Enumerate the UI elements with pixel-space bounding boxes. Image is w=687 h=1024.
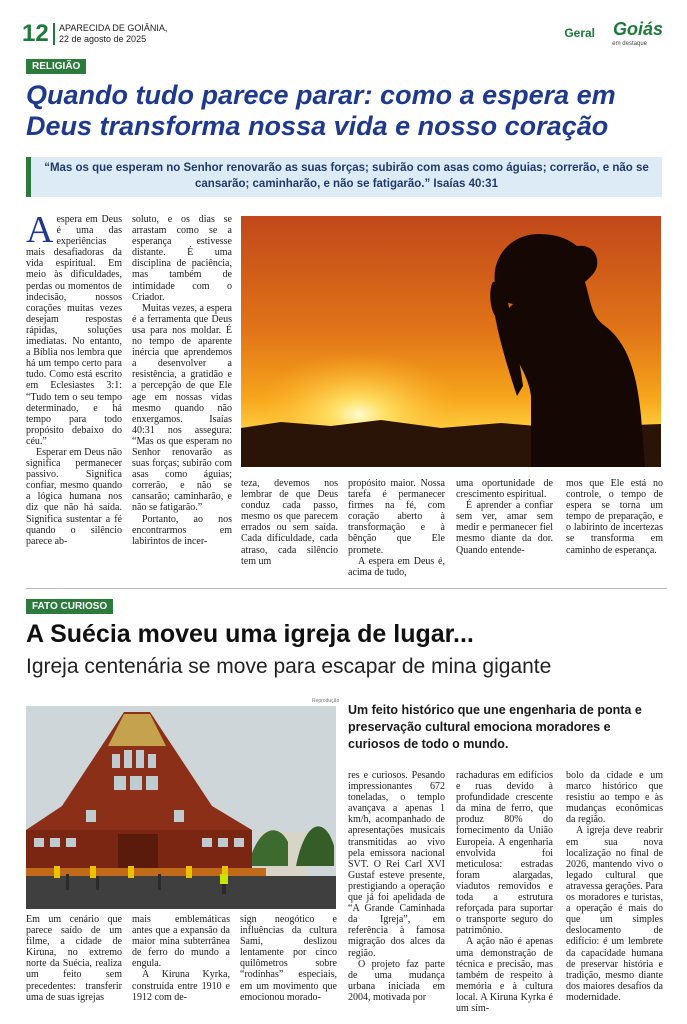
article2-col1-p1: Em um cenário que parece saído de um filme, a cidade de Kiruna, no extremo norte da Suécia, realiza um feito sem precedentes: transferir uma de suas igrejas: [26, 914, 122, 1003]
article2-col2-p2: A Kiruna Kyrka, construída entre 1910 e 1912 com de-: [132, 969, 230, 1003]
article1-headline: Quando tudo parece parar: como a espera em Deus transforma nossa vida e nosso coração: [26, 80, 616, 141]
header-city: APARECIDA DE GOIÂNIA,: [59, 23, 168, 33]
article1-col4-p1: propósito maior. Nossa tarefa é permanecer firmes na fé, com coração aberto à transformação e à bênção que Ele promete.: [348, 478, 445, 556]
article2-col6-p2: A igreja deve reabrir em sua nova localização no final de 2026, mantendo vivo o legado cultural que atravessa gerações. Para os moradores e turistas, a operação é mais do que um simples deslocamento de edifício: é um lembrete da capacidade humana de preservar história e tradição, mesmo diante dos maiores desafios da modernidade.: [566, 825, 663, 1003]
section-tag-religion: RELIGIÃO: [26, 59, 86, 74]
page-number-separator: [53, 23, 55, 45]
section-tag-curious-fact: FATO CURIOSO: [26, 599, 113, 614]
article2-col6-p1: bolo da cidade e um marco histórico que resistiu ao tempo e às mudanças econômicas da região.: [566, 770, 663, 826]
article1-col6-p1: mos que Ele está no controle, o tempo de espera se torna um tempo de preparação, e o labirinto de incertezas se transforma em caminho de esperança.: [566, 478, 663, 556]
photo-credit: Reprodução: [312, 698, 340, 704]
article1-col2-p2: Muitas vezes, a espera é a ferramenta que Deus usa para nos moldar. É no tempo de aparente inércia que aprendemos a desenvolver a resistência, a gratidão e a percepção de que Ele age em nossas vidas mesmo quando não enxergamos. Isaías 40:31 nos assegura: “Mas os que esperam no Senhor renovarão as suas forças; subirão com asas como águias; correrão, e não se cansarão; caminharão, e não se fatigarão.”: [132, 302, 232, 514]
header-date: 22 de agosto de 2025: [59, 34, 147, 44]
article1-column-3: [241, 478, 338, 567]
article2-headline: A Suécia moveu uma igreja de lugar...: [26, 620, 474, 648]
article1-col4-p2: A espera em Deus é, acima de tudo,: [348, 555, 445, 578]
article1-col3-p1: teza, devemos nos lembrar de que Deus conduz cada passo, mesmo os que parecem errados ou sem saída. Cada dificuldade, cada atraso, cada silêncio tem um: [241, 478, 338, 567]
article2-column-5: [456, 770, 553, 1014]
article2-col4-p2: O projeto faz parte de uma mudança urbana iniciada em 2004, motivada por: [348, 958, 445, 1003]
praying-woman-sunset-photo: [241, 216, 661, 467]
article2-col5-p2: A ação não é apenas uma demonstração de técnica e precisão, mas também de respeito à memória e à cultura local. A Kiruna Kyrka é um sím-: [456, 936, 553, 1014]
article2-col5-p1: rachaduras em edifícios e ruas devido à profundidade crescente da mina de ferro, que produz 80% do fornecimento da União Europeia. A engenharia envolvida foi meticulosa: estradas foram alargadas, viadutos removidos e toda a estrutura reforçada para suportar o transporte seguro do patrimônio.: [456, 770, 553, 937]
article1-quote: “Mas os que esperam no Senhor renovarão as suas forças; subirão com asas como águias; correrão, e não se cansarão; caminharão, e não se fatigarão.” Isaías 40:31: [26, 157, 662, 197]
section-name: Geral: [564, 26, 595, 40]
article2-col2-p1: mais emblemáticas antes que a expansão da maior mina subterrânea de ferro do mundo a engula.: [132, 914, 230, 970]
article1-col1-p2: Esperar em Deus não significa permanecer passivo. Significa confiar, mesmo quando a lógica humana nos diz que não há saída. Significa sustentar a fé quando o silêncio parece ab-: [26, 446, 122, 547]
article2-column-3: [240, 914, 337, 1003]
article1-col1-p1: espera em Deus é uma das experiências mais desafiadoras da vida espiritual. Em meio às dificuldades, perdas ou momentos de indecisão, nossos corações muitas vezes desejam respostas rápidas, soluções imediatas. No entanto, a Bíblia nos lembra que há um tempo certo para tudo. Como está escrito em Eclesiastes 3:1: “Tudo tem o seu tempo determinado, e há tempo para todo propósito debaixo do céu.”: [26, 214, 122, 447]
newspaper-logo: Goiás: [612, 19, 663, 39]
article2-col4-p1: res e curiosos. Pesando impressionantes 672 toneladas, o templo avançava a apenas 1 km/h, acompanhado de apresentações musicais transmitidas ao vivo pela emissora nacional SVT. O Rei Carl XVI Gustaf esteve presente, prestigiando a operação que já foi apelidada de “A Grande Caminhada da Igreja”, em referência à famosa migração dos alces da região.: [348, 770, 445, 959]
article2-column-4: [348, 770, 445, 1003]
article1-column-1: [26, 209, 122, 547]
section-divider: [26, 588, 667, 589]
article2-column-1: [26, 914, 122, 1003]
article2-col3-p1: sign neogótico e influências da cultura Sami, deslizou lentamente por cinco quilômetros sobre “rodinhas” especiais, em um movimento que emocionou morado-: [240, 914, 337, 1003]
article1-col2-p3: Portanto, ao nos encontrarmos em labirintos de incer-: [132, 513, 232, 547]
article1-column-2: [132, 214, 232, 547]
article2-subheadline: Igreja centenária se move para escapar de mina gigante: [26, 655, 552, 678]
dropcap: A: [26, 209, 54, 251]
kiruna-church-photo: [26, 706, 336, 909]
newspaper-logo-subtitle: em destaque: [612, 41, 647, 47]
article1-col5-p1: uma oportunidade de crescimento espiritual.: [456, 478, 553, 501]
article1-column-6: [566, 478, 663, 556]
page-number: 12: [22, 20, 49, 47]
article2-lead: Um feito histórico que une engenharia de ponta e preservação cultural emociona moradores e curiosos de todo o mundo.: [348, 703, 642, 751]
article1-column-5: [456, 478, 553, 556]
article1-col5-p2: É aprender a confiar sem ver, amar sem medir e permanecer fiel mesmo diante da dor. Quando entende-: [456, 500, 553, 556]
article2-column-6: [566, 770, 663, 1003]
page-header: [22, 20, 667, 48]
article1-col2-p1: soluto, e os dias se arrastam como se a esperança estivesse distante. É uma disciplina de paciência, mas também de intimidade com o Criador.: [132, 214, 232, 303]
article2-column-2: [132, 914, 230, 1003]
article1-column-4: [348, 478, 445, 578]
